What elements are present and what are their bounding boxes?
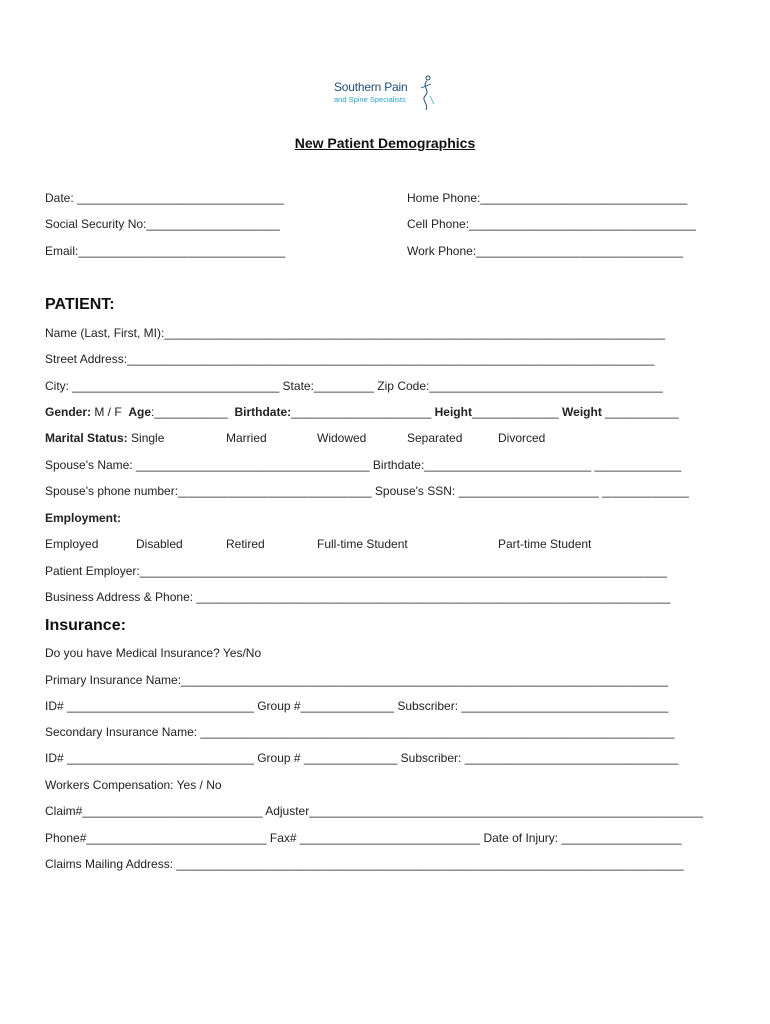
age-field[interactable]: :___________	[151, 405, 235, 419]
gender-label: Gender:	[45, 405, 92, 419]
date-field[interactable]: Date: _______________________________	[45, 191, 284, 205]
birthdate-label: Birthdate:	[234, 405, 292, 419]
street-address-field[interactable]: Street Address:_______________________________________________________________________________	[45, 352, 655, 366]
marital-option-single[interactable]: Single	[131, 431, 165, 445]
primary-insurance-field[interactable]: Primary Insurance Name:_________________________________________________________________________	[45, 673, 669, 687]
employment-heading: Employment:	[45, 511, 122, 525]
patient-heading: PATIENT:	[45, 296, 115, 313]
weight-label: Weight	[562, 405, 602, 419]
marital-option-separated[interactable]: Separated	[407, 431, 463, 445]
marital-option-widowed[interactable]: Widowed	[317, 431, 367, 445]
practice-logo	[333, 74, 443, 114]
employment-option-fulltime-student[interactable]: Full-time Student	[317, 537, 408, 551]
logo-tagline: and Spine Specialists	[334, 95, 406, 104]
ssn-field[interactable]: Social Security No:____________________	[45, 217, 280, 231]
marital-option-married[interactable]: Married	[226, 431, 267, 445]
insurance-heading: Insurance:	[45, 617, 126, 634]
medical-insurance-question[interactable]: Do you have Medical Insurance? Yes/No	[45, 646, 262, 660]
workers-compensation-question[interactable]: Workers Compensation: Yes / No	[45, 778, 222, 792]
gender-age-line	[45, 405, 679, 419]
spouse-name-field[interactable]: Spouse's Name: ___________________________________ Birthdate:_________________________ _____________	[45, 458, 682, 472]
spine-figure-icon	[417, 74, 437, 112]
secondary-id-group-field[interactable]: ID# ____________________________ Group # ______________ Subscriber: ________________________________	[45, 751, 679, 765]
marital-status-label	[45, 431, 164, 445]
employer-field[interactable]: Patient Employer:_______________________________________________________________________________	[45, 564, 667, 578]
cell-phone-field[interactable]: Cell Phone:__________________________________	[407, 217, 696, 231]
business-address-field[interactable]: Business Address & Phone: _______________________________________________________________________	[45, 590, 671, 604]
weight-field[interactable]: ___________	[601, 405, 679, 419]
city-state-zip-field[interactable]: City: _______________________________ State:_________ Zip Code:___________________________________	[45, 379, 663, 393]
email-field[interactable]: Email:_______________________________	[45, 244, 286, 258]
phone-fax-injury-field[interactable]: Phone#___________________________ Fax# ___________________________ Date of Injury: __________________	[45, 831, 682, 845]
birthdate-field[interactable]: _____________________	[291, 405, 435, 419]
home-phone-field[interactable]: Home Phone:_______________________________	[407, 191, 688, 205]
employment-option-parttime-student[interactable]: Part-time Student	[498, 537, 592, 551]
primary-id-group-field[interactable]: ID# ____________________________ Group #______________ Subscriber: _______________________________	[45, 699, 669, 713]
height-label: Height	[434, 405, 472, 419]
work-phone-field[interactable]: Work Phone:_______________________________	[407, 244, 684, 258]
employment-option-employed[interactable]: Employed	[45, 537, 99, 551]
name-field[interactable]: Name (Last, First, MI):___________________________________________________________________________	[45, 326, 665, 340]
employment-option-retired[interactable]: Retired	[226, 537, 265, 551]
employment-option-disabled[interactable]: Disabled	[136, 537, 183, 551]
secondary-insurance-field[interactable]: Secondary Insurance Name: _______________________________________________________________________	[45, 725, 675, 739]
marital-status-label-text: Marital Status:	[45, 431, 128, 445]
gender-options[interactable]: M / F	[91, 405, 129, 419]
claims-mailing-address-field[interactable]: Claims Mailing Address: ____________________________________________________________________________	[45, 857, 684, 871]
age-label: Age	[128, 405, 152, 419]
spouse-phone-field[interactable]: Spouse's phone number:_____________________________ Spouse's SSN: _____________________ _____________	[45, 484, 689, 498]
logo-name: Southern Pain	[334, 80, 408, 94]
height-field[interactable]: _____________	[471, 405, 563, 419]
marital-option-divorced[interactable]: Divorced	[498, 431, 546, 445]
form-title: New Patient Demographics	[294, 135, 476, 151]
claim-adjuster-field[interactable]: Claim#___________________________ Adjuster___________________________________________________________	[45, 804, 703, 818]
